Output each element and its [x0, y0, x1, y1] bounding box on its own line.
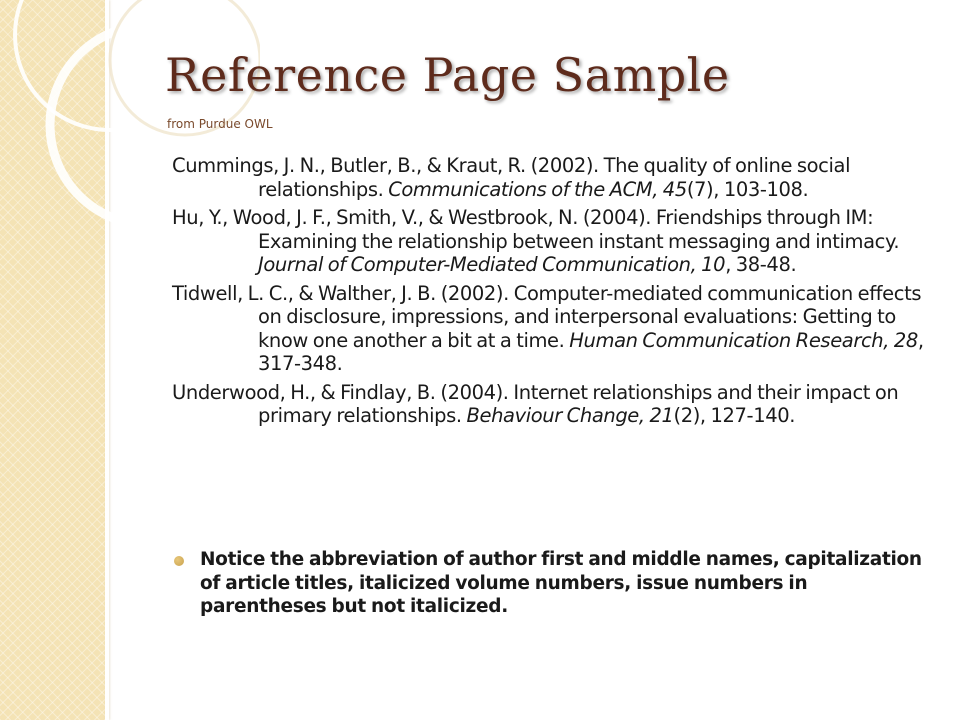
- reference-entry: [172, 154, 932, 201]
- reference-tail: , 38-48.: [725, 253, 797, 276]
- reference-entry: [172, 381, 932, 428]
- reference-entry: [172, 282, 932, 376]
- reference-tail: (2), 127-140.: [673, 404, 796, 427]
- journal-title: Human Communication Research, 28: [569, 328, 918, 352]
- journal-title: Journal of Computer-Mediated Communication, 10: [258, 253, 726, 276]
- reference-tail: (7), 103-108.: [686, 177, 809, 201]
- reference-text: Hu, Y., Wood, J. F., Smith, V., & Westbrook, N. (2004). Friendships through IM: Examining the relationship between instant messaging and intimacy.: [172, 206, 900, 253]
- journal-title: Communications of the ACM, 45: [388, 177, 687, 201]
- notice-text: Notice the abbreviation of author first and middle names, capitalization of article titles, italicized volume numbers, issue numbers in parentheses but not italicized.: [200, 549, 922, 617]
- reference-text: Underwood, H., & Findlay, B. (2004). Internet relationships and their impact on primary relationships.: [172, 380, 899, 427]
- reference-list: [172, 154, 932, 433]
- slide-subtitle: from Purdue OWL: [167, 117, 273, 131]
- bullet-dot-icon: [174, 556, 184, 566]
- journal-title: Behaviour Change, 21: [466, 404, 674, 427]
- slide-title: Reference Page Sample: [165, 48, 730, 102]
- notice-bullet-item: [174, 548, 934, 619]
- reference-tail: , 317-348.: [258, 328, 924, 375]
- reference-text: Tidwell, L. C., & Walther, J. B. (2002). Computer-mediated communication effects on disclosure, impressions, and interpersonal evaluations: Getting to know one another a bit at a time.: [172, 281, 922, 352]
- reference-text: Cummings, J. N., Butler, B., & Kraut, R. (2002). The quality of online social relationships.: [172, 154, 851, 201]
- reference-entry: [172, 206, 932, 277]
